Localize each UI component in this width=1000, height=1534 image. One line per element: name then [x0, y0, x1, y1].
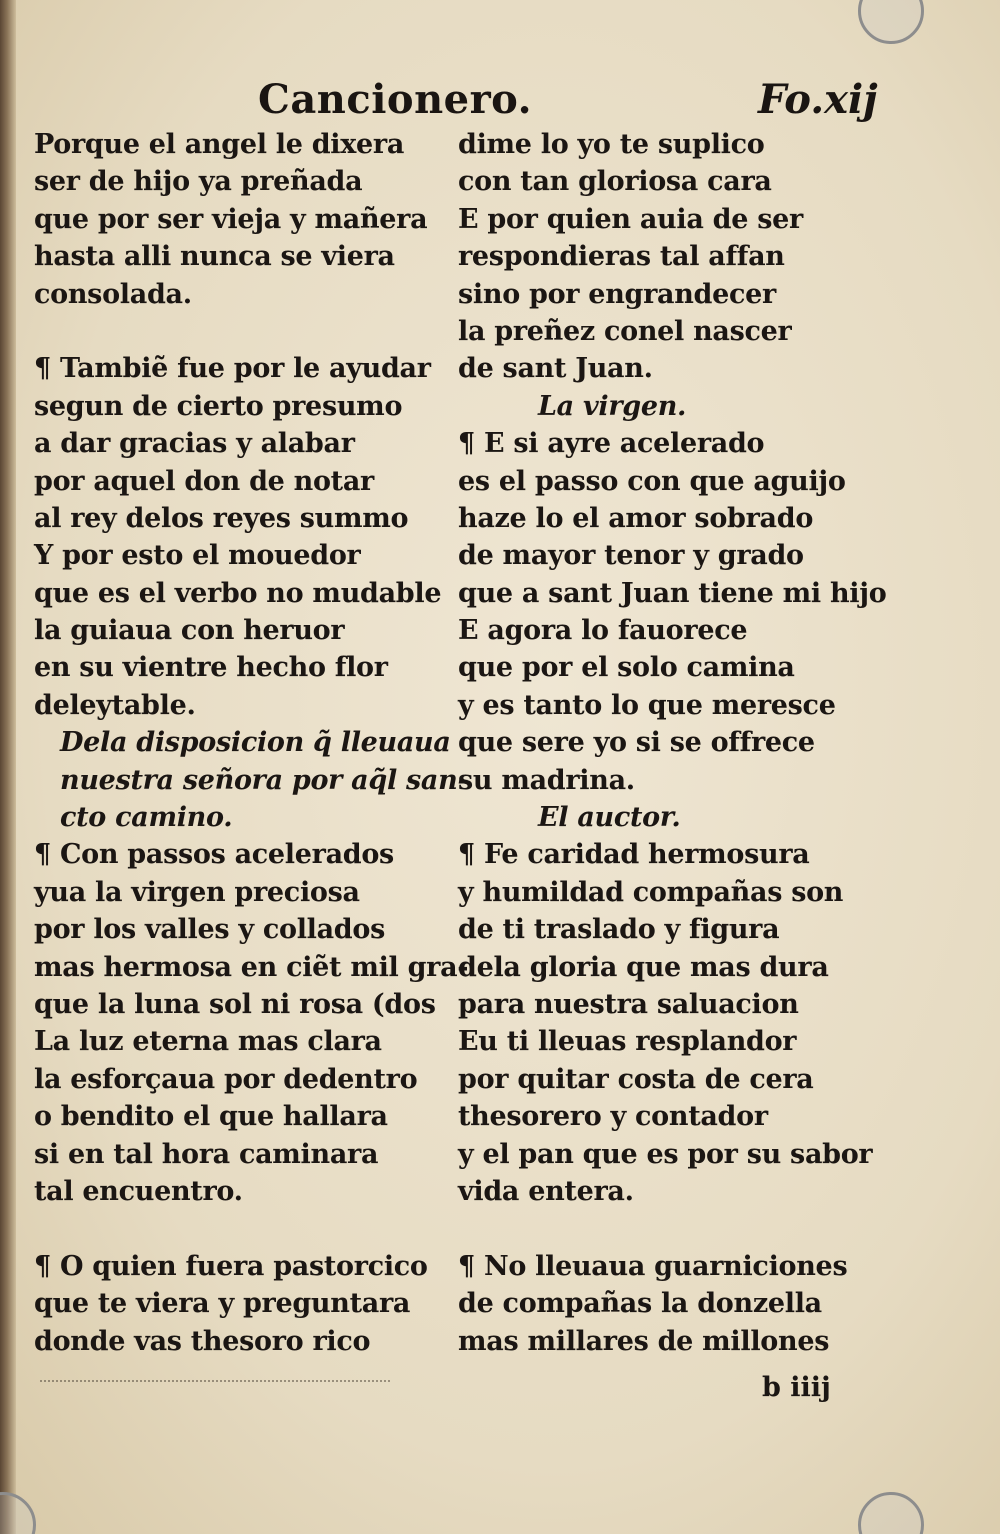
verse-line: que a sant Juan tiene mi hijo: [458, 577, 887, 609]
verse-line: ¶ No lleuaua guarniciones: [458, 1250, 848, 1282]
folio-number: Fo.xij: [758, 76, 878, 123]
clip-mark: [858, 1492, 924, 1534]
verse-line: que por el solo camina: [458, 652, 795, 684]
left-column: [34, 126, 469, 1360]
verse-line: o bendito el que hallara: [34, 1101, 388, 1133]
verse-line: que te viera y preguntara: [34, 1288, 411, 1320]
verse-line: ser de hijo ya preñada: [34, 166, 363, 198]
verse-line: que sere yo si se offrece: [458, 727, 815, 759]
verse-line: dime lo yo te suplico: [458, 129, 765, 160]
verse-line: vida entera.: [458, 1175, 634, 1207]
verse-line: ¶ Fe caridad hermosura: [458, 839, 810, 871]
verse-line: thesorero y contador: [458, 1101, 768, 1133]
verse-line: al rey delos reyes summo: [34, 502, 409, 534]
verse-line: Porque el angel le dixera: [34, 129, 405, 160]
verse-line: que la luna sol ni rosa (dos: [34, 988, 436, 1020]
verse-line: E por quien auia de ser: [458, 203, 803, 235]
verse-line: por los valles y collados: [34, 914, 385, 946]
verse-line: la esforçaua por dedentro: [34, 1063, 418, 1095]
verse-line: segun de cierto presumo: [34, 390, 403, 422]
verse-line: la guiaua con heruor: [34, 615, 345, 647]
verse-line: hasta alli nunca se viera: [34, 241, 395, 273]
verse-line: mas hermosa en ciẽt mil gra-: [34, 951, 469, 983]
verse-line: en su vientre hecho flor: [34, 652, 388, 684]
verse-line: para nuestra saluacion: [458, 988, 799, 1020]
running-title: Cancionero.: [258, 76, 533, 123]
verse-line: [34, 313, 444, 350]
verse-line: La luz eterna mas clara: [34, 1026, 382, 1058]
verse-line: donde vas thesoro rico: [34, 1325, 371, 1357]
verse-line: tal encuentro.: [34, 1175, 243, 1207]
verse-line: con tan gloriosa cara: [458, 166, 772, 198]
verse-line: nuestra señora por aq̃l san-: [60, 764, 469, 796]
verse-line: sino por engrandecer: [458, 278, 776, 310]
verse-line: Y por esto el mouedor: [34, 540, 361, 572]
verse-line: por aquel don de notar: [34, 465, 374, 497]
bottom-rule: [40, 1380, 390, 1382]
signature-mark: b iiij: [762, 1372, 831, 1403]
verse-line: ¶ E si ayre acelerado: [458, 428, 765, 460]
verse-line: [458, 1210, 888, 1247]
verse-line: La virgen.: [538, 390, 687, 422]
verse-line: haze lo el amor sobrado: [458, 502, 814, 534]
verse-line: por quitar costa de cera: [458, 1063, 814, 1095]
verse-line: su madrina.: [458, 764, 635, 796]
verse-line: cto camino.: [60, 802, 233, 834]
verse-line: de sant Juan.: [458, 353, 653, 385]
verse-line: que es el verbo no mudable: [34, 577, 442, 609]
verse-line: dela gloria que mas dura: [458, 951, 829, 983]
verse-line: respondieras tal affan: [458, 241, 785, 273]
right-column: [458, 126, 888, 1360]
page-gutter: [0, 0, 16, 1534]
verse-line: consolada.: [34, 278, 192, 310]
verse-line: mas millares de millones: [458, 1325, 830, 1357]
verse-line: y es tanto lo que meresce: [458, 689, 836, 721]
clip-mark: [858, 0, 924, 44]
verse-line: E agora lo fauorece: [458, 615, 748, 647]
verse-line: de compañas la donzella: [458, 1288, 822, 1320]
verse-line: y humildad compañas son: [458, 876, 844, 908]
verse-line: es el passo con que aguijo: [458, 465, 846, 497]
verse-line: El auctor.: [538, 802, 681, 834]
verse-line: a dar gracias y alabar: [34, 428, 355, 460]
verse-line: ¶ Con passos acelerados: [34, 839, 394, 871]
verse-line: si en tal hora caminara: [34, 1138, 379, 1170]
verse-line: que por ser vieja y mañera: [34, 203, 428, 235]
verse-line: [34, 1210, 444, 1247]
verse-line: ¶ O quien fuera pastorcico: [34, 1250, 428, 1282]
verse-line: de mayor tenor y grado: [458, 540, 804, 572]
verse-line: ¶ Tambiẽ fue por le ayudar: [34, 353, 431, 385]
verse-line: Dela disposicion q̃ lleuaua: [60, 727, 451, 759]
verse-line: yua la virgen preciosa: [34, 876, 360, 908]
verse-line: de ti traslado y figura: [458, 914, 780, 946]
verse-line: y el pan que es por su sabor: [458, 1138, 873, 1170]
clip-mark: [0, 1492, 36, 1534]
verse-line: la preñez conel nascer: [458, 315, 792, 347]
verse-line: Eu ti lleuas resplandor: [458, 1026, 797, 1058]
verse-line: deleytable.: [34, 689, 196, 721]
page-header: [258, 76, 898, 126]
